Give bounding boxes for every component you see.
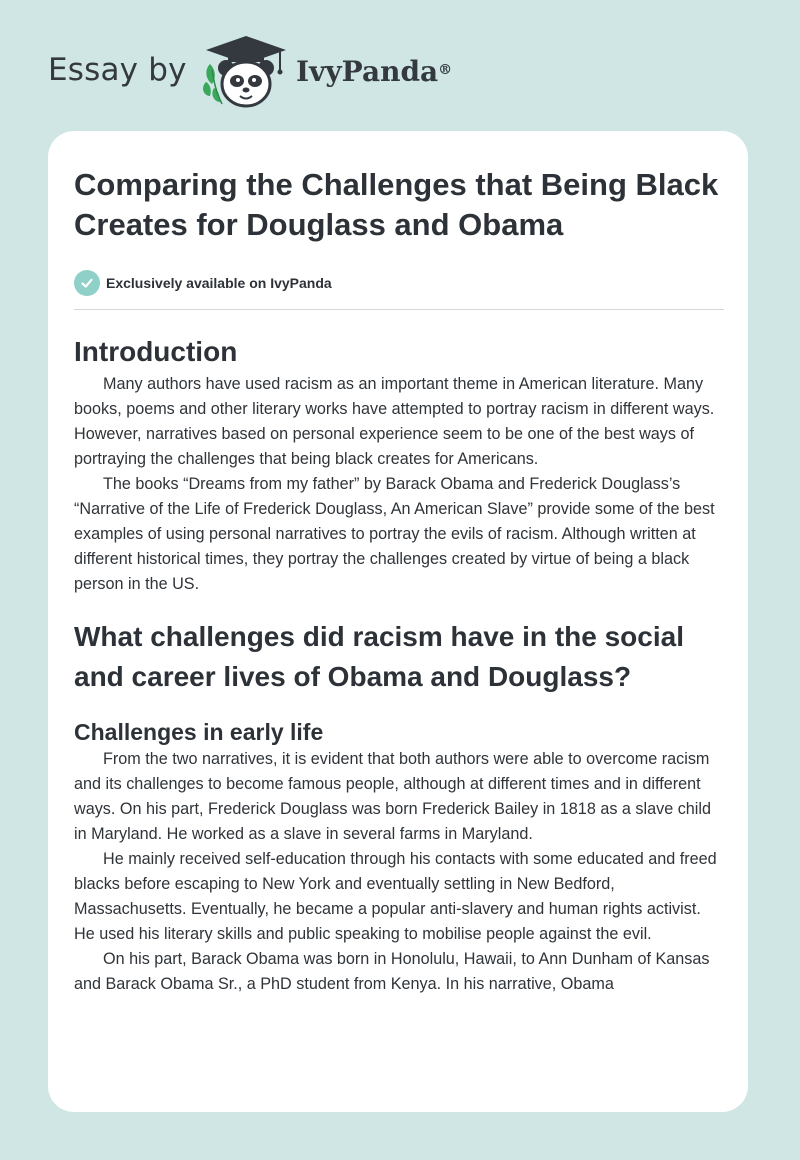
- panda-graduate-logo-icon: [200, 34, 292, 110]
- paragraph: From the two narratives, it is evident that both authors were able to overcome racism and its challenges to become famous people, although at different times and in different ways. On his part, Frederick Douglass was born Frederick Bailey in 1818 as a slave child in Maryland. He worked as a slave in several farms in Maryland.: [74, 750, 711, 843]
- subsection-heading-early-life: Challenges in early life: [74, 719, 324, 745]
- exclusive-badge-label: Exclusively available on IvyPanda: [106, 275, 332, 291]
- brand-text: IvyPanda: [296, 55, 439, 88]
- brand-name: [296, 52, 452, 92]
- section-heading-racism-challenges: What challenges did racism have in the social and career lives of Obama and Douglass?: [74, 621, 684, 692]
- essay-card: [48, 131, 748, 1112]
- essay-by-label: Essay by: [48, 52, 187, 88]
- paragraph: On his part, Barack Obama was born in Honolulu, Hawaii, to Ann Dunham of Kansas and Barack Obama Sr., a PhD student from Kenya. In his narrative, Obama: [74, 950, 710, 993]
- essay-title: Comparing the Challenges that Being Black Creates for Douglass and Obama: [74, 167, 719, 242]
- divider: [74, 309, 724, 310]
- paragraph: He mainly received self-education through his contacts with some educated and freed blacks before escaping to New York and eventually settling in New Bedford, Massachusetts. Eventually, he became a popular anti-slavery and human rights activist. He used his literary skills and public speaking to mobilise people against the evil.: [74, 850, 717, 943]
- logo-link[interactable]: [200, 34, 292, 110]
- paragraph: The books “Dreams from my father” by Barack Obama and Frederick Douglass’s “Narrative of the Life of Frederick Douglass, An American Slave” provide some of the best examples of using personal narratives to portray the evils of racism. Although written at different historical times, they portray the challenges created by virtue of being a black person in the US.: [74, 475, 715, 593]
- checkmark-icon: [74, 270, 100, 296]
- site-header: [0, 0, 800, 130]
- registered-mark: ®: [438, 62, 453, 78]
- paragraph: Many authors have used racism as an important theme in American literature. Many books, poems and other literary works have attempted to portray racism in different ways. However, narratives based on personal experience seem to be one of the best ways of portraying the challenges that being black creates for Americans.: [74, 375, 715, 468]
- essay-content: [74, 165, 726, 997]
- exclusive-badge: [74, 269, 726, 297]
- section-heading-introduction: Introduction: [74, 336, 238, 367]
